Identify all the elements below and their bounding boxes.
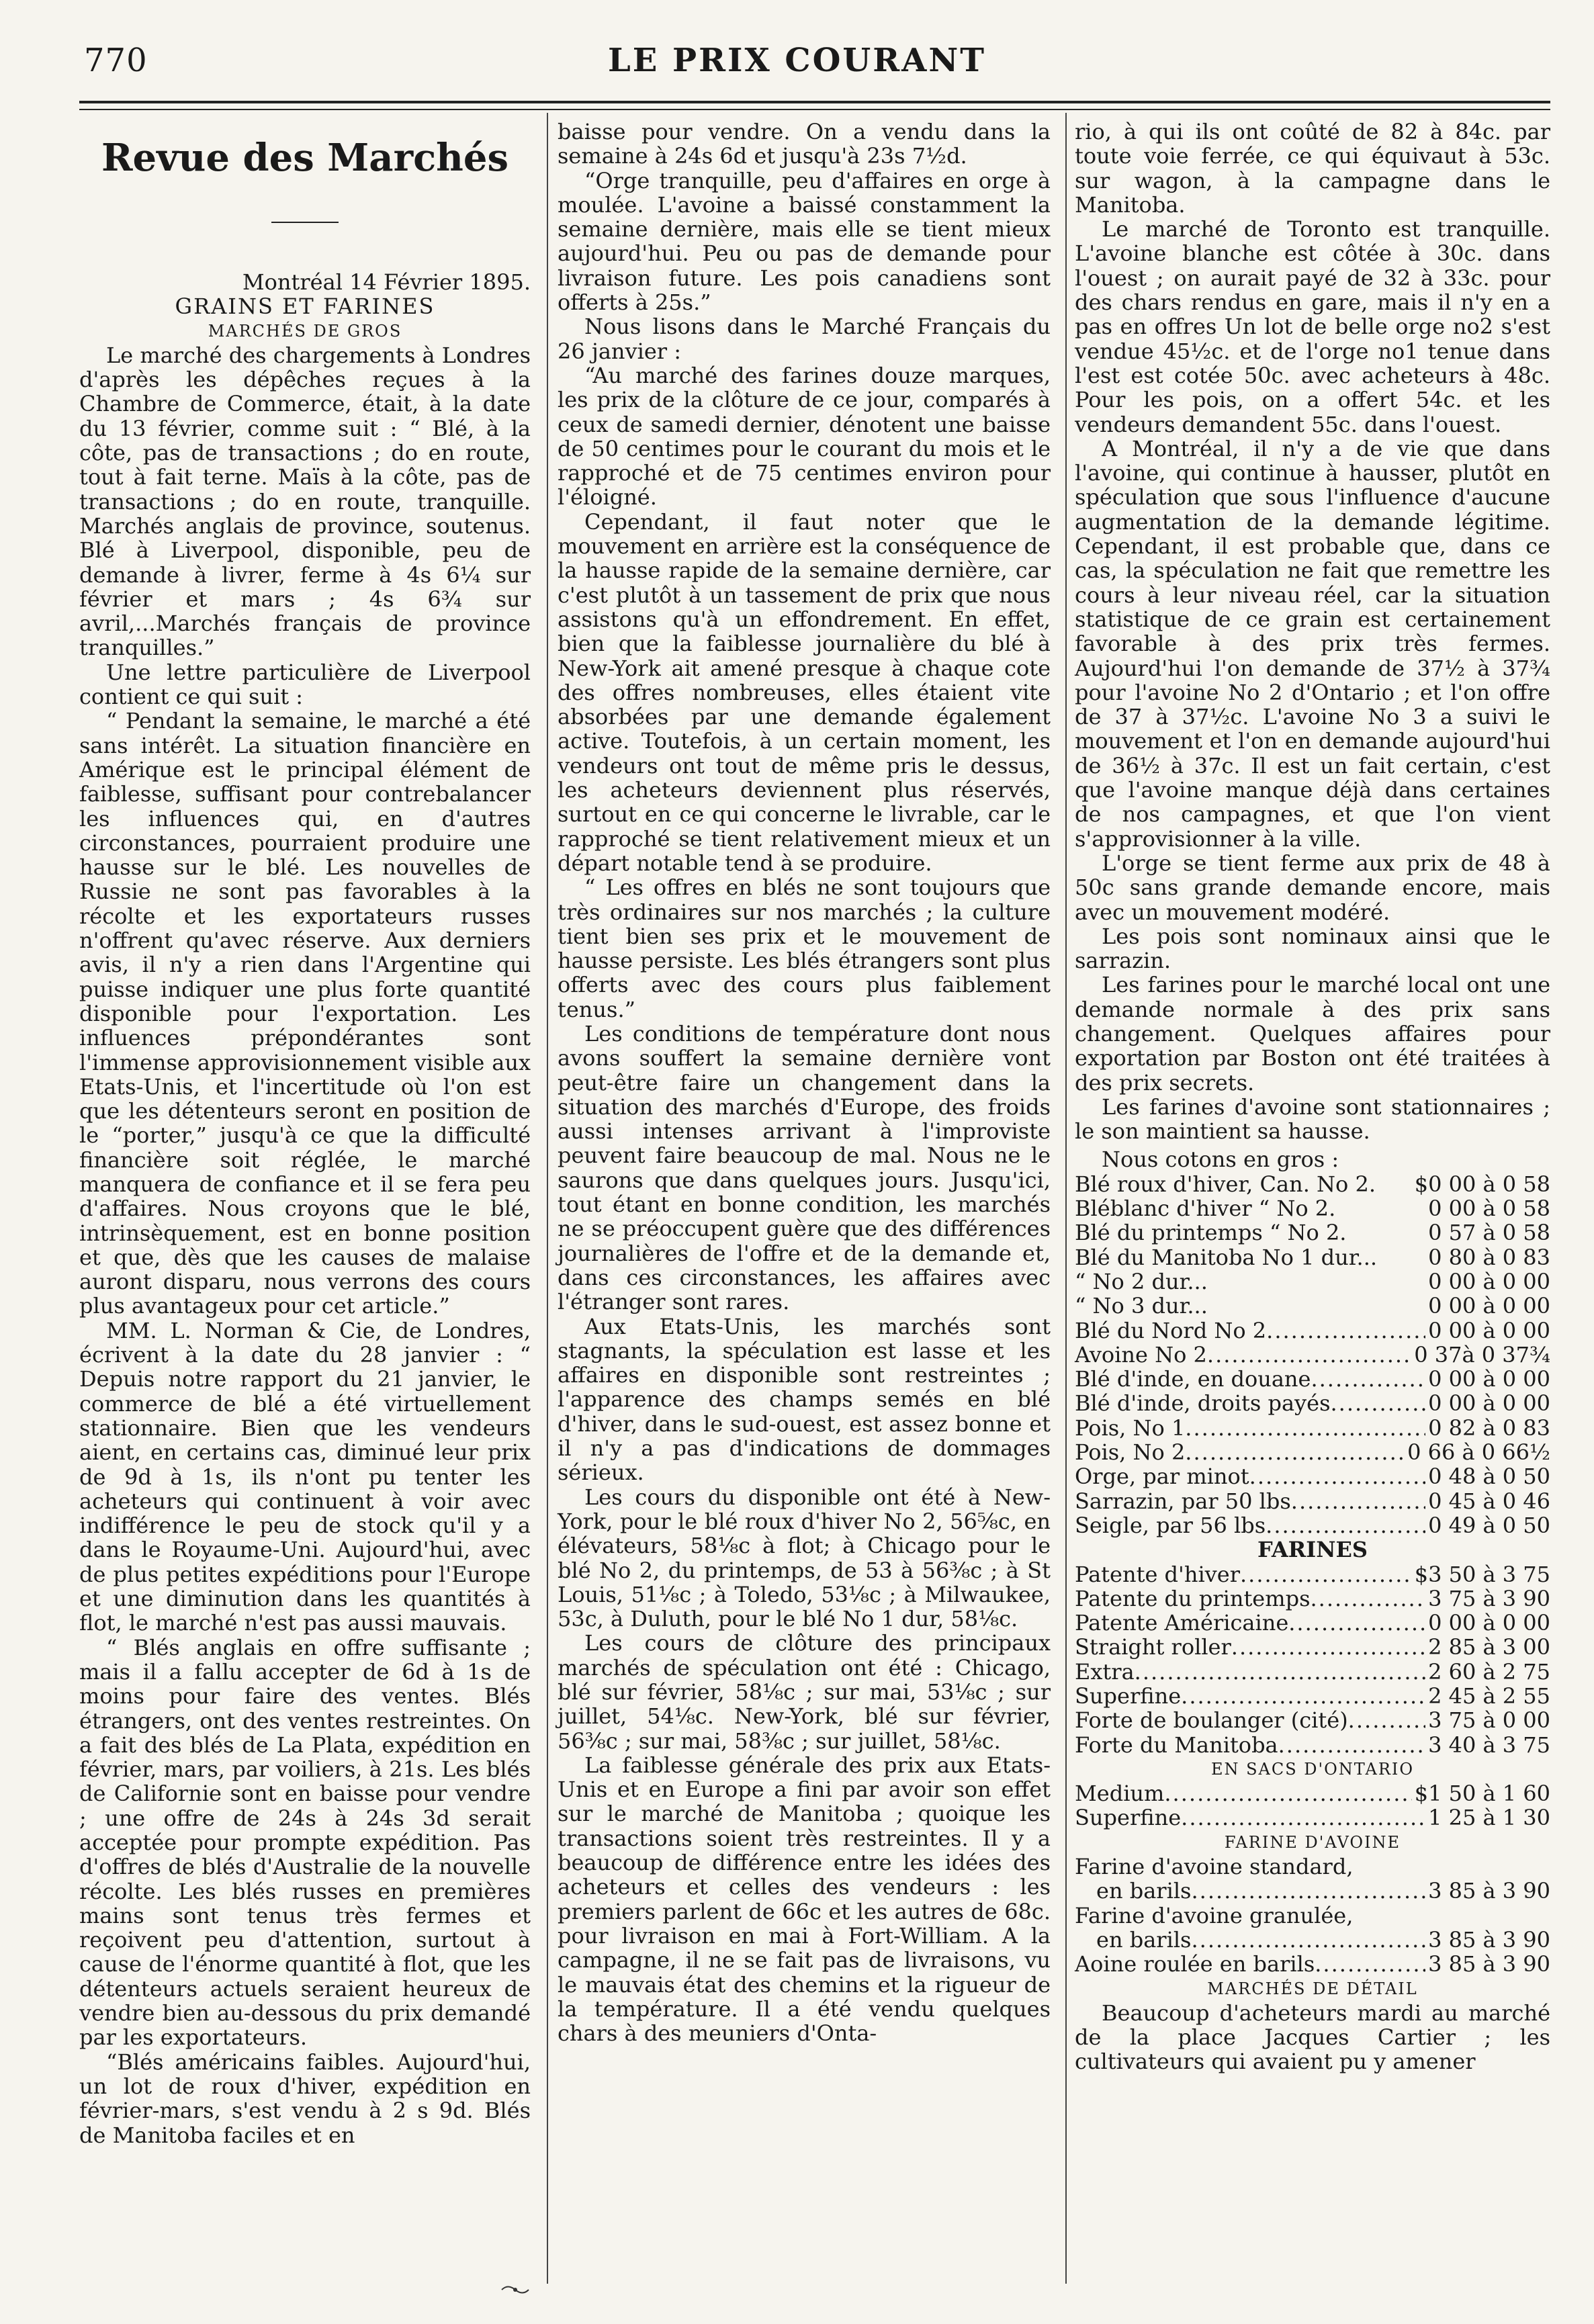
leader-dots bbox=[1311, 1367, 1425, 1391]
price-row-label: Forte du Manitoba bbox=[1075, 1732, 1278, 1758]
leader-dots bbox=[1191, 1928, 1425, 1952]
leader-dots bbox=[1288, 1611, 1425, 1635]
price-row bbox=[1075, 1172, 1550, 1196]
price-value: 0 49 à 0 50 bbox=[1428, 1512, 1550, 1538]
leader-dots bbox=[1185, 1416, 1425, 1440]
column-divider-left bbox=[547, 113, 548, 2284]
price-row bbox=[1075, 1367, 1550, 1391]
retail-heading: MARCHÉS DE DÉTAIL bbox=[1207, 1979, 1418, 1998]
price-value: 3 40 à 3 75 bbox=[1428, 1732, 1550, 1758]
price-row-label: Superfine bbox=[1075, 1683, 1182, 1709]
paragraph: “Au marché des farines douze marques, les prix de la clôture de ce jour, comparés à ceux de samedi dernier, dénotent une baisse de 50 centimes pour le courant du mois et le rapproché et de 75 centimes environ pour l'éloigné. bbox=[558, 362, 1051, 510]
price-value: $3 50 à 3 75 bbox=[1414, 1561, 1550, 1587]
price-row bbox=[1075, 1269, 1550, 1294]
paragraph: “ Blés anglais en offre suffisante ; mais il a fallu accepter de 6d à 1s de moins pour faire des ventes. Blés étrangers, ont des ventes restreintes. On a fait des blés de La Plata, expédition en février, mars, par voiliers, à 21s. Les blés de Californie sont en baisse pour vendre ; une offre de 24s à 24s 3d serait acceptée pour prompte expédition. Pas d'offres de blés d'Australie de la nouvelle récolte. Les blés russes en premières mains sont tenus très fermes et reçoivent peu d'attention, surtout à cause de l'énorme quantité à flot, que les détenteurs actuels seraient heureux de vendre bien au-dessous du prix demandé par les exportateurs. bbox=[79, 1634, 531, 2051]
price-row-label: Farine d'avoine granulée, bbox=[1075, 1902, 1354, 1928]
paragraph: A Montréal, il n'y a de vie que dans l'avoine, qui continue à hausser, plutôt en spéculation que sous l'influence d'aucune augmentation de la demande légitime. Cependant, il est probable que, dans ce cas, la spéculation ne fait que remettre les cours à leur niveau réel, car la situation statistique de ce grain est certainement favorable à des prix très fermes. Aujourd'hui l'on demande de 37½ à 37¾ pour l'avoine No 2 d'Ontario ; et l'on offre de 37 à 37½c. L'avoine No 3 a suivi le mouvement et l'on en demande aujourd'hui de 36½ à 37c. Il est un fait certain, c'est que l'avoine manque déjà dans certaines de nos campagnes, et que l'on vient s'approvisionner à la ville. bbox=[1075, 435, 1550, 852]
price-row-label: Blé du Manitoba No 1 dur... bbox=[1075, 1244, 1378, 1270]
price-value: 2 45 à 2 55 bbox=[1428, 1683, 1550, 1709]
leader-dots bbox=[1181, 1684, 1425, 1708]
column-1 bbox=[79, 120, 531, 2147]
price-row-label: Farine d'avoine standard, bbox=[1075, 1854, 1354, 1880]
price-row-label: Extra bbox=[1075, 1658, 1135, 1685]
column-2 bbox=[558, 120, 1051, 2045]
farines-heading: FARINES bbox=[1257, 1537, 1368, 1563]
sacs-heading: EN SACS D'ONTARIO bbox=[1210, 1759, 1415, 1779]
price-row bbox=[1075, 1928, 1550, 1952]
price-row bbox=[1075, 1343, 1550, 1367]
paragraph: rio, à qui ils ont coûté de 82 à 84c. par toute voie ferrée, ce qui équivaut à 53c. sur wagon, à la campagne dans le Manitoba. bbox=[1075, 119, 1550, 218]
leader-dots bbox=[1278, 1733, 1425, 1757]
price-value: 3 85 à 3 90 bbox=[1428, 1878, 1550, 1904]
leader-dots bbox=[1310, 1586, 1425, 1611]
price-value: 0 00 à 0 00 bbox=[1428, 1293, 1550, 1319]
leader-dots bbox=[1185, 1440, 1405, 1464]
price-row bbox=[1075, 1562, 1550, 1586]
paragraph: Les farines d'avoine sont stationnaires ; le son maintient sa hausse. bbox=[1075, 1093, 1550, 1145]
price-row-label: Aoine roulée en barils bbox=[1075, 1951, 1315, 1977]
leader-dots bbox=[1240, 1562, 1412, 1586]
price-row bbox=[1075, 1391, 1550, 1415]
leader-dots bbox=[1266, 1513, 1425, 1537]
price-row-label: Blé roux d'hiver, Can. No 2. bbox=[1075, 1171, 1376, 1197]
flour-price-table bbox=[1075, 1562, 1550, 1757]
paragraph: Une lettre particulière de Liverpool contient ce qui suit : bbox=[79, 659, 531, 710]
grain-price-table bbox=[1075, 1172, 1550, 1537]
price-row bbox=[1075, 1416, 1550, 1440]
leader-dots bbox=[1315, 1952, 1425, 1976]
price-row-label: Blé d'inde, en douane bbox=[1075, 1366, 1311, 1392]
paragraph: baisse pour vendre. On a vendu dans la semaine à 24s 6d et jusqu'à 23s 7½d. bbox=[558, 119, 1051, 169]
price-value: 0 00 à 0 00 bbox=[1428, 1366, 1550, 1392]
price-row-label: “ No 2 dur... bbox=[1075, 1268, 1208, 1294]
price-row-label: Sarrazin, par 50 lbs bbox=[1075, 1488, 1291, 1514]
price-value: 2 60 à 2 75 bbox=[1428, 1658, 1550, 1685]
price-value: 3 75 à 3 90 bbox=[1428, 1585, 1550, 1611]
bag-price-table bbox=[1075, 1781, 1550, 1830]
price-value: 0 00 à 0 00 bbox=[1428, 1268, 1550, 1294]
price-row-label: Blé d'inde, droits payés bbox=[1075, 1390, 1331, 1417]
page-title: LE PRIX COURANT bbox=[607, 42, 987, 79]
price-row-label: Blé du printemps “ No 2. bbox=[1075, 1220, 1347, 1246]
price-row bbox=[1075, 1440, 1550, 1464]
paragraph: Les cours de clôture des principaux marchés de spéculation ont été : Chicago, blé sur février, 58⅛c ; sur mai, 53⅛c ; sur juillet, 54⅛c. New-York, blé sur février, 56⅜c ; sur mai, 58⅜c ; sur juillet, 58⅛c. bbox=[558, 1630, 1051, 1754]
price-row-label: “ No 3 dur... bbox=[1075, 1293, 1208, 1319]
price-row bbox=[1075, 1733, 1550, 1757]
price-row bbox=[1075, 1684, 1550, 1708]
price-value: 0 57 à 0 58 bbox=[1428, 1220, 1550, 1246]
prices-intro: Nous cotons en gros : bbox=[1102, 1147, 1339, 1173]
paragraph: Le marché des chargements à Londres d'après les dépêches reçues à la Chambre de Commerce, était, à la date du 13 février, comme suit : “ Blé, à la côte, pas de transactions ; do en route, tout à fait terne. Maïs à la côte, pas de transactions ; do en route, tranquille. Marchés anglais de province, soutenus. Blé à Liverpool, disponible, peu de demande à livrer, ferme à 4s 6¼ sur février et mars ; 4s 6¾ sur avril,...Marchés français de province tranquilles.” bbox=[79, 342, 531, 661]
leader-dots bbox=[1266, 1319, 1425, 1343]
price-row-label: Superfine bbox=[1075, 1805, 1182, 1831]
price-value: 3 85 à 3 90 bbox=[1428, 1926, 1550, 1953]
price-row-label: en barils bbox=[1096, 1926, 1192, 1953]
article-heading: Revue des Marchés bbox=[101, 136, 509, 180]
price-row bbox=[1075, 1319, 1550, 1343]
price-value: 0 00 à 0 00 bbox=[1428, 1317, 1550, 1343]
price-value: 3 75 à 0 00 bbox=[1428, 1707, 1550, 1734]
price-row-label: Patente Américaine bbox=[1075, 1610, 1289, 1636]
paragraph: L'orge se tient ferme aux prix de 48 à 50c sans grande demande encore, mais avec un mouvement modéré. bbox=[1075, 850, 1550, 925]
paragraph: “ Les offres en blés ne sont toujours que très ordinaires sur nos marchés ; la culture tient bien ses prix et le mouvement de hausse persiste. Les blés étrangers sont plus offerts avec des cours plus faiblement tenus.” bbox=[558, 875, 1051, 1022]
oat-flour-price-table bbox=[1075, 1854, 1550, 1976]
price-row bbox=[1075, 1294, 1550, 1318]
price-row bbox=[1075, 1781, 1550, 1805]
price-row-label: Straight roller bbox=[1075, 1634, 1231, 1660]
price-row-label: Avoine No 2 bbox=[1075, 1341, 1207, 1368]
price-row bbox=[1075, 1464, 1550, 1488]
price-value: $0 00 à 0 58 bbox=[1414, 1171, 1550, 1197]
price-row bbox=[1075, 1611, 1550, 1635]
paragraph: Cependant, il faut noter que le mouvement en arrière est la conséquence de la hausse rapide de la semaine dernière, car c'est plutôt à un tassement de prix que nous assistons qu'à un effondrement. En effet, bien que la faiblesse journalière du blé à New-York ait amené presque à chaque cote des offres nombreuses, elles étaient vite absorbées par une demande également active. Toutefois, à un certain moment, les vendeurs ont tout de même pris le dessus, les acheteurs deviennent plus réservés, surtout en ce qui concerne le livrable, car le rapproché se tient relativement mieux et un départ notable tend à se produire. bbox=[558, 508, 1051, 876]
price-value: 0 48 à 0 50 bbox=[1428, 1464, 1550, 1490]
price-row bbox=[1075, 1879, 1550, 1903]
price-value: $1 50 à 1 60 bbox=[1414, 1781, 1550, 1807]
leader-dots bbox=[1291, 1489, 1425, 1513]
paragraph: La faiblesse générale des prix aux Etats-Unis et en Europe a fini par avoir son effet sur le marché de Manitoba ; quoique les transactions soient très restreintes. Il y a beaucoup de différence entre les idées des acheteurs et celles des vendeurs : les premiers parlent de 66c et les autres de 68c. pour livraison en mai à Fort-William. A la campagne, il ne se fait pas de livraisons, vu le mauvais état des chemins et la rigueur de la température. Il a été vendu quelques chars à des meuniers d'Onta- bbox=[558, 1752, 1051, 2047]
leader-dots bbox=[1249, 1464, 1425, 1488]
price-row-label: Patente du printemps bbox=[1075, 1585, 1311, 1611]
price-row-label: Patente d'hiver bbox=[1075, 1561, 1240, 1587]
paragraph: Les conditions de température dont nous avons souffert la semaine dernière vont peut-être faire un changement dans la situation des marchés d'Europe, des froids aussi intenses arrivant à l'improviste peuvent faire beaucoup de mal. Nous ne le saurons que dans quelques jours. Jusqu'ici, tout étant en bonne condition, les marchés ne se préoccupent guère que des différences journalières de l'offre et de la demande et, dans ces circonstances, les affaires avec l'étranger sont rares. bbox=[558, 1020, 1051, 1315]
paragraph: “Blés américains faibles. Aujourd'hui, un lot de roux d'hiver, expédition en février-mars, s'est vendu à 2 s 9d. Blés de Manitoba faciles et en bbox=[79, 2049, 531, 2148]
price-row bbox=[1075, 1952, 1550, 1976]
price-row bbox=[1075, 1220, 1550, 1245]
price-row-label: Forte de boulanger (cité) bbox=[1075, 1707, 1348, 1734]
paragraph: Les pois sont nominaux ainsi que le sarrazin. bbox=[1075, 923, 1550, 974]
paragraph: Beaucoup d'acheteurs mardi au marché de la place Jacques Cartier ; les cultivateurs qui avaient pu y amener bbox=[1075, 2000, 1550, 2075]
column-3 bbox=[1075, 120, 1550, 2074]
leader-dots bbox=[1135, 1660, 1425, 1684]
price-row bbox=[1075, 1805, 1550, 1830]
paragraph: “ Pendant la semaine, le marché a été sans intérêt. La situation financière en Amérique est le principal élément de faiblesse, suffisant pour contrebalancer les influences qui, en d'autres circonstances, pourraient produire une hausse sur le blé. Les nouvelles de Russie ne sont pas favorables à la récolte et les exportateurs russes n'offrent qu'avec réserve. Aux derniers avis, il n'y a rien dans l'Argentine qui puisse indiquer une plus forte quantité disponible pour l'exportation. Les influences prépondérantes sont l'immense approvisionnement visible aux Etats-Unis, et l'incertitude où l'on est que les détenteurs seront en position de le “porter,” jusqu'à ce que la difficulté financière soit réglée, le marché manquera de confiance et il se fera peu d'affaires. Nous croyons que le blé, intrinsèquement, est en bonne position et que, dès que les causes de malaise auront disparu, nous verrons des cours plus avantageux pour cet article.” bbox=[79, 708, 531, 1319]
price-value: 3 85 à 3 90 bbox=[1428, 1951, 1550, 1977]
price-row-label: Pois, No 2 bbox=[1075, 1439, 1186, 1466]
price-row-label: en barils bbox=[1096, 1878, 1192, 1904]
price-row bbox=[1075, 1489, 1550, 1513]
paragraph: Les cours du disponible ont été à New-York, pour le blé roux d'hiver No 2, 56⅝c, en élévateurs, 58⅛c à flot; à Chicago pour le blé No 2, du printemps, de 53 à 56⅜c ; à St Louis, 51⅛c ; à Toledo, 53⅛c ; à Milwaukee, 53c, à Duluth, pour le blé No 1 dur, 58⅛c. bbox=[558, 1484, 1051, 1632]
subsection-title: MARCHÉS DE GROS bbox=[208, 321, 402, 341]
dateline: Montréal 14 Février 1895. bbox=[242, 269, 531, 295]
leader-dots bbox=[1207, 1343, 1411, 1367]
price-row bbox=[1075, 1660, 1550, 1684]
leader-dots bbox=[1348, 1708, 1425, 1732]
price-row bbox=[1075, 1586, 1550, 1611]
paragraph: Aux Etats-Unis, les marchés sont stagnants, la spéculation est lasse et les affaires en disponible sont restreintes ; l'apparence des champs semés en blé d'hiver, dans le sud-ouest, est assez bonne et il n'y a pas d'indications de dommages sérieux. bbox=[558, 1313, 1051, 1486]
paragraph: Nous lisons dans le Marché Français du 26 janvier : bbox=[558, 314, 1051, 364]
price-value: 2 85 à 3 00 bbox=[1428, 1634, 1550, 1660]
price-row bbox=[1075, 1513, 1550, 1537]
price-value: 0 00 à 0 00 bbox=[1428, 1610, 1550, 1636]
price-row bbox=[1075, 1245, 1550, 1269]
price-value: 0 82 à 0 83 bbox=[1428, 1415, 1550, 1441]
paragraph: Le marché de Toronto est tranquille. L'avoine blanche est côtée à 30c. dans l'ouest ; on aurait payé de 32 à 33c. pour des chars rendus en gare, mais il n'y en a pas en offres Un lot de belle orge no2 s'est vendue 45½c. et de l'orge no1 tenue dans l'est est cotée 50c. avec acheteurs à 48c. Pour les pois, on a offert 54c. et les vendeurs demandent 55c. dans l'ouest. bbox=[1075, 216, 1550, 437]
leader-dots bbox=[1164, 1781, 1411, 1805]
price-value: 0 45 à 0 46 bbox=[1428, 1488, 1550, 1514]
price-value: 1 25 à 1 30 bbox=[1428, 1805, 1550, 1831]
price-value: 0 66 à 0 66½ bbox=[1407, 1439, 1550, 1466]
price-value: 0 80 à 0 83 bbox=[1428, 1244, 1550, 1270]
price-row bbox=[1075, 1635, 1550, 1659]
price-row-label: Bléblanc d'hiver “ No 2. bbox=[1075, 1196, 1336, 1222]
column-divider-right bbox=[1065, 113, 1067, 2284]
oat-flour-heading: FARINE D'AVOINE bbox=[1224, 1832, 1401, 1852]
header-rule-thin bbox=[79, 109, 1550, 110]
price-value: 0 37à 0 37¾ bbox=[1414, 1341, 1550, 1368]
header-rule-thick bbox=[79, 101, 1550, 103]
leader-dots bbox=[1330, 1391, 1425, 1415]
price-row-label: Medium bbox=[1075, 1781, 1165, 1807]
paragraph: Les farines pour le marché local ont une demande normale à des prix sans changement. Quelques affaires pour exportation par Boston ont été traitées à des prix secrets. bbox=[1075, 972, 1550, 1096]
heading-separator bbox=[271, 222, 339, 223]
paragraph: MM. L. Norman & Cie, de Londres, écrivent à la date du 28 janvier : “ Depuis notre rapport du 21 janvier, le commerce de blé a été virtuellement stationnaire. Bien que les vendeurs aient, en certains cas, diminué leur prix de 9d à 1s, ils n'ont pu tenter les acheteurs qui continuent à voir avec indifférence le peu de stock qu'il y a dans le Royaume-Uni. Aujourd'hui, avec de plus petites expéditions pour l'Europe et une diminution dans les quantités à flot, le marché n'est pas aussi mauvais. bbox=[79, 1317, 531, 1636]
leader-dots bbox=[1181, 1805, 1425, 1830]
price-row-label: Seigle, par 56 lbs bbox=[1075, 1512, 1266, 1538]
ornament-icon bbox=[500, 2282, 530, 2297]
page-number: 770 bbox=[84, 42, 148, 79]
paragraph: “Orge tranquille, peu d'affaires en orge à moulée. L'avoine a baissé constamment la semaine dernière, mais elle se tient mieux aujourd'hui. Peu ou pas de demande pour livraison future. Les pois canadiens sont offerts à 25s.” bbox=[558, 167, 1051, 316]
price-row bbox=[1075, 1196, 1550, 1220]
leader-dots bbox=[1191, 1879, 1425, 1903]
price-value: 0 00 à 0 58 bbox=[1428, 1196, 1550, 1222]
price-row-label: Pois, No 1 bbox=[1075, 1415, 1186, 1441]
price-value: 0 00 à 0 00 bbox=[1428, 1390, 1550, 1417]
leader-dots bbox=[1231, 1635, 1425, 1659]
section-title: GRAINS ET FARINES bbox=[175, 294, 435, 320]
price-row bbox=[1075, 1708, 1550, 1732]
price-row-label: Orge, par minot bbox=[1075, 1464, 1249, 1490]
price-row-label: Blé du Nord No 2 bbox=[1075, 1317, 1267, 1343]
